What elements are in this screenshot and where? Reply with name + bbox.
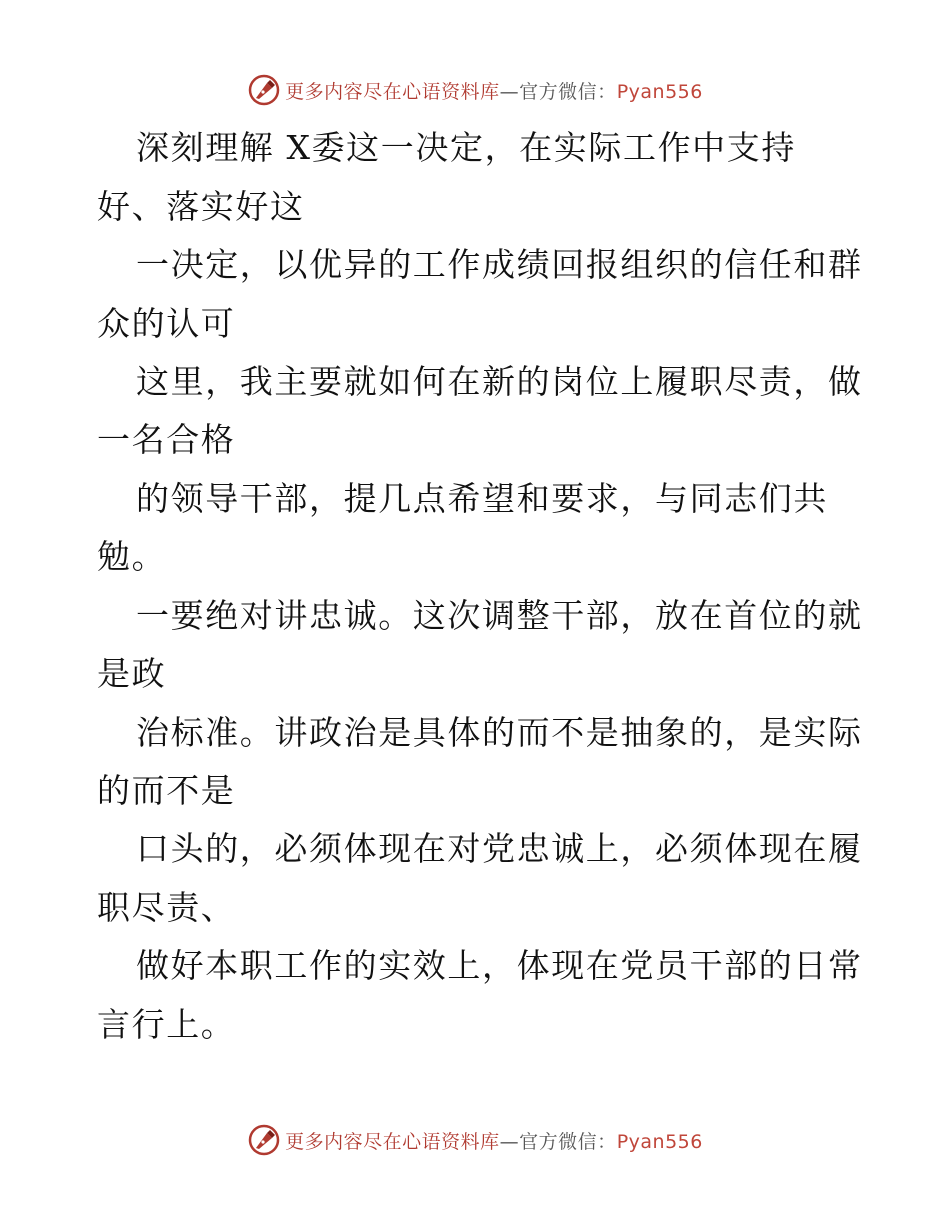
text-line: 这里，我主要就如何在新的岗位上履职尽责，做 — [136, 362, 863, 401]
footer-watermark — [0, 1120, 950, 1160]
watermark-account-label: 官方微信： — [519, 80, 617, 103]
text-line: 一名合格 — [97, 420, 236, 459]
watermark-account-label: 官方微信： — [519, 1130, 617, 1153]
text-line: 一要绝对讲忠诚。这次调整干部，放在首位的就 — [136, 596, 863, 635]
watermark-main: 更多内容尽在心语资料库 — [285, 1130, 500, 1153]
text-line: 治标准。讲政治是具体的而不是抽象的，是实际 — [136, 713, 863, 752]
text-line: 勉。 — [97, 537, 167, 576]
text-line: 的而不是 — [97, 771, 236, 810]
watermark-separator: — — [499, 80, 520, 103]
text-line: 一决定，以优异的工作成绩回报组织的信任和群 — [136, 245, 863, 284]
watermark-account-id: Pyan556 — [616, 1130, 703, 1153]
text-line: 是政 — [97, 654, 167, 693]
watermark-text — [285, 1127, 703, 1154]
watermark-separator: — — [499, 1130, 520, 1153]
text-line: 职尽责、 — [97, 888, 236, 927]
text-line: 言行上。 — [97, 1005, 236, 1044]
watermark-account-id: Pyan556 — [616, 80, 703, 103]
text-line: 做好本职工作的实效上，体现在党员干部的日常 — [136, 946, 863, 985]
pen-nib-logo-icon — [247, 73, 281, 107]
watermark-text — [285, 77, 703, 104]
pen-nib-logo-icon — [247, 1123, 281, 1157]
text-line: 众的认可 — [97, 304, 236, 343]
text-line: 深刻理解 X委这一决定，在实际工作中支持 — [136, 128, 796, 167]
text-line: 口头的，必须体现在对党忠诚上，必须体现在履 — [136, 829, 863, 868]
text-line: 好、落实好这 — [97, 187, 305, 226]
header-watermark — [0, 70, 950, 110]
watermark-main: 更多内容尽在心语资料库 — [285, 80, 500, 103]
text-line: 的领导干部，提几点希望和要求，与同志们共 — [136, 479, 828, 518]
